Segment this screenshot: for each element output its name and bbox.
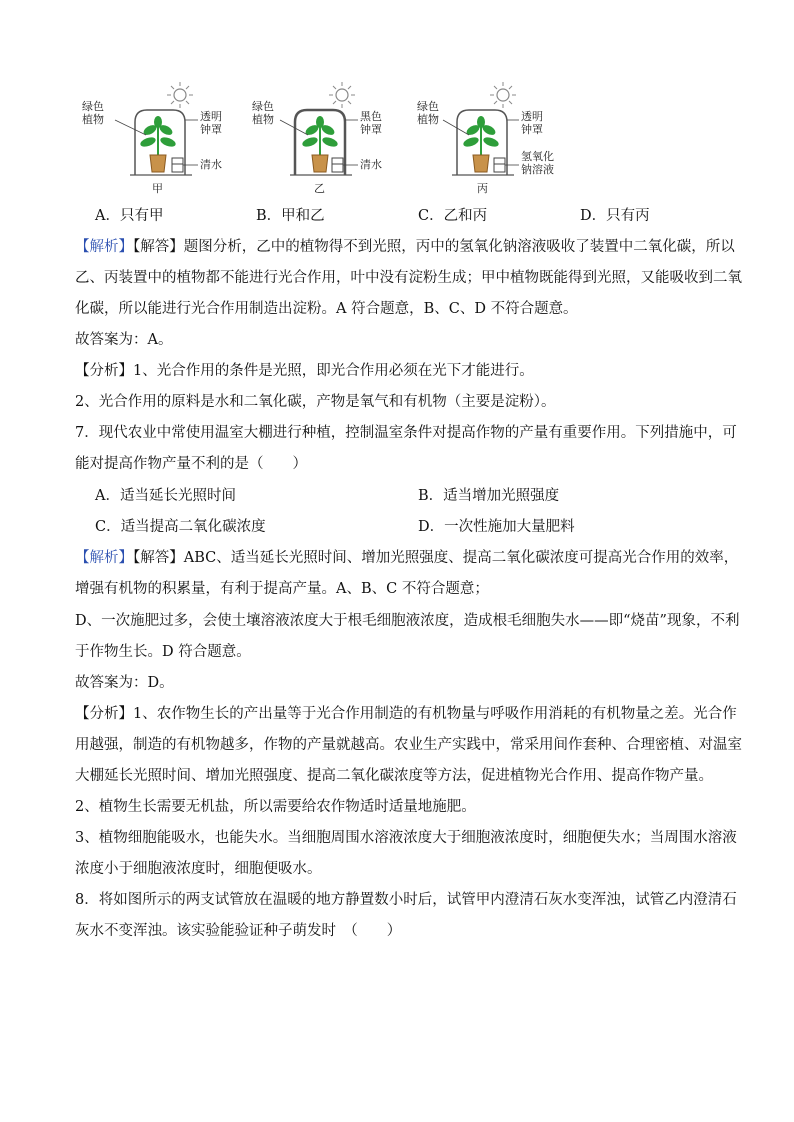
q8-stem-line-2: 灰水不变浑浊。该实验能验证种子萌发时 （ ） (75, 923, 402, 939)
q7-analysis-line-2: 增强有机物的积累量，有利于提高产量。A、B、C 不符合题意； (75, 581, 489, 597)
q6-analysis-line-2: 乙、丙装置中的植物都不能进行光合作用，叶中没有淀粉生成；甲中植物既能得到光照，又能吸收到二氧 (75, 270, 742, 286)
apparatus-bing-diagram (415, 80, 565, 200)
apparatus-jia-diagram (80, 80, 230, 200)
svg-text:透明钟罩: 透明钟罩 (200, 110, 222, 136)
plant-icon (139, 116, 177, 155)
sun-icon (167, 82, 193, 108)
svg-text:清水: 清水 (200, 158, 222, 171)
figure-bing (415, 80, 565, 200)
apparatus-yi-diagram (250, 80, 400, 200)
q6-analysis-line-3: 化碳，所以能进行光合作用制造出淀粉。A 符合题意，B、C、D 不符合题意。 (75, 301, 578, 317)
sun-icon (329, 82, 355, 108)
q6-answer: 故答案为：A。 (75, 332, 173, 348)
q7-stem-line-2: 能对提高作物产量不利的是（ ） (75, 456, 307, 472)
svg-text:甲: 甲 (152, 182, 163, 195)
q7-fenxi-line-4: 2、植物生长需要无机盐，所以需要给农作物适时适量地施肥。 (75, 799, 476, 815)
figure-jia (80, 80, 230, 200)
q6-analysis-line-1: 【解析】【解答】题图分析，乙中的植物得不到光照，丙中的氢氧化钠溶液吸收了装置中二氧化碳，所以 (75, 239, 735, 255)
q7-fenxi-line-1: 【分析】1、农作物生长的产出量等于光合作用制造的有机物量与呼吸作用消耗的有机物量之差。光合作 (75, 706, 737, 722)
q6-option-c: C．乙和丙 (418, 208, 488, 224)
plant-icon (301, 116, 339, 155)
q7-fenxi-line-2: 用越强，制造的有机物越多，作物的产量就越高。农业生产实践中，常采用间作套种、合理密植、对温室 (75, 737, 742, 753)
svg-text:氢氧化钠溶液: 氢氧化钠溶液 (521, 150, 554, 176)
q7-stem-line-1: 7．现代农业中常使用温室大棚进行种植，控制温室条件对提高作物的产量有重要作用。下列措施中，可 (75, 425, 737, 441)
q7-option-c: C．适当提高二氧化碳浓度 (95, 519, 266, 535)
q6-fenxi-line-2: 2、光合作用的原料是水和二氧化碳，产物是氧气和有机物（主要是淀粉）。 (75, 394, 556, 410)
sun-icon (490, 82, 516, 108)
svg-text:黑色钟罩: 黑色钟罩 (360, 110, 382, 136)
figure-yi (250, 80, 400, 200)
q6-option-d: D．只有丙 (580, 208, 650, 224)
q6-fenxi-line-1: 【分析】1、光合作用的条件是光照，即光合作用必须在光下才能进行。 (75, 363, 534, 379)
svg-text:透明钟罩: 透明钟罩 (521, 110, 543, 136)
svg-text:绿色植物: 绿色植物 (417, 100, 439, 126)
q7-fenxi-line-5: 3、植物细胞能吸水，也能失水。当细胞周围水溶液浓度大于细胞液浓度时，细胞便失水；当周围水溶液 (75, 830, 737, 846)
q6-option-a: A．只有甲 (95, 208, 164, 224)
q7-fenxi-line-6: 浓度小于细胞液浓度时，细胞便吸水。 (75, 861, 322, 877)
q7-option-d: D．一次性施加大量肥料 (418, 519, 575, 535)
q7-analysis-line-4: 于作物生长。D 符合题意。 (75, 644, 251, 660)
q7-answer: 故答案为：D。 (75, 675, 174, 691)
q7-fenxi-line-3: 大棚延长光照时间、增加光照强度、提高二氧化碳浓度等方法，促进植物光合作用、提高作物产量。 (75, 768, 713, 784)
analysis-tag: 【解析】 (75, 239, 133, 255)
q7-analysis-line-1: 【解析】【解答】ABC、适当延长光照时间、增加光照强度、提高二氧化碳浓度可提高光合作用的效率， (75, 550, 739, 566)
q7-analysis-line-3: D、一次施肥过多，会使土壤溶液浓度大于根毛细胞液浓度，造成根毛细胞失水——即“烧苗”现象，不利 (75, 613, 740, 629)
svg-text:绿色植物: 绿色植物 (252, 100, 274, 126)
svg-text:绿色植物: 绿色植物 (82, 100, 104, 126)
plant-icon (462, 116, 500, 155)
q6-option-b: B．甲和乙 (256, 208, 325, 224)
q7-option-a: A．适当延长光照时间 (95, 488, 236, 504)
svg-text:清水: 清水 (360, 158, 382, 171)
svg-text:丙: 丙 (477, 182, 488, 195)
q8-stem-line-1: 8．将如图所示的两支试管放在温暖的地方静置数小时后，试管甲内澄清石灰水变浑浊，试管乙内澄清石 (75, 892, 737, 908)
q7-option-b: B．适当增加光照强度 (418, 488, 560, 504)
analysis-tag: 【解析】 (75, 550, 133, 566)
svg-text:乙: 乙 (314, 182, 325, 195)
